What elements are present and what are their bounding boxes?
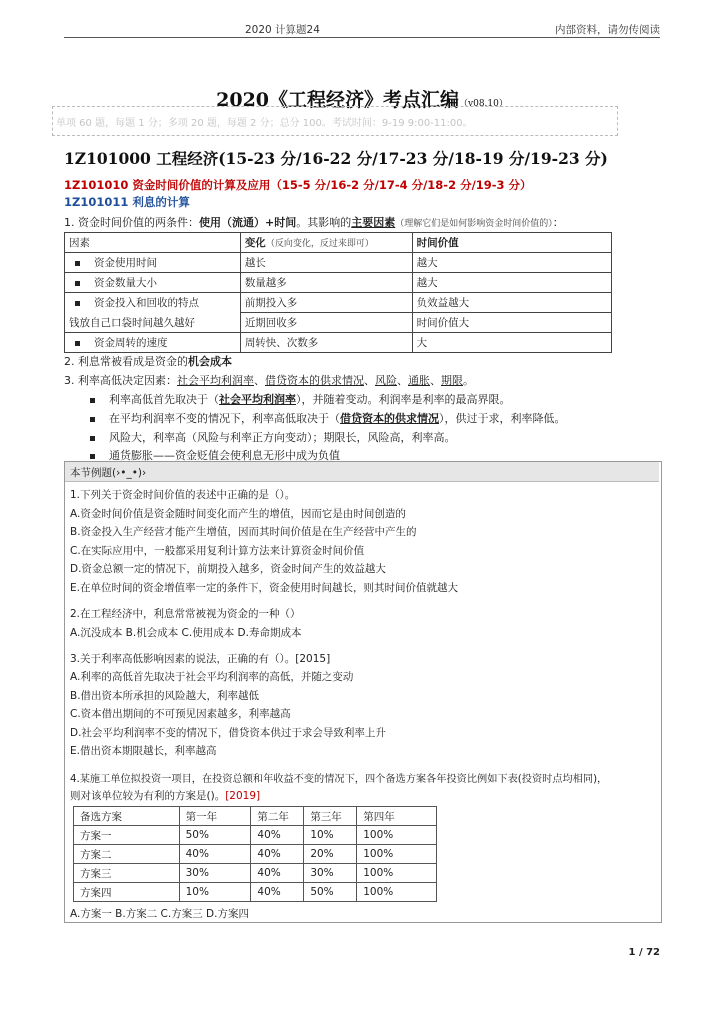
point1-b1: 使用（流通）	[199, 216, 265, 229]
table-row	[65, 293, 612, 313]
point1-b2: 时间	[274, 216, 297, 229]
question-4-stem-1: 4.某施工单位拟投资一项目，在投资总额和年收益不变的情况下，四个备选方案各年投资比例如下表(投资时点均相同)，	[70, 774, 608, 785]
factor-table	[64, 232, 612, 353]
question-3-stem-text: 3.关于利率高低影响因素的说法，正确的有（）。	[70, 653, 296, 665]
point3-sep: 、	[397, 374, 408, 387]
header-divider	[64, 37, 660, 38]
table-cell: 30%	[179, 864, 251, 883]
point1-note: （理解它们是如何影响资金时间价值的）	[395, 219, 553, 229]
point-1	[64, 214, 564, 230]
table-cell: 20%	[304, 845, 357, 864]
point1-colon: ：	[552, 216, 564, 229]
col-header-value	[412, 233, 611, 253]
question-1-option: C.在实际应用中，一般都采用复利计算方法来计算资金时间价值	[70, 545, 365, 557]
col-header-value-label: 时间价值	[416, 237, 459, 249]
value-cell: 负效益越大	[412, 293, 611, 313]
table-cell: 方案三	[74, 864, 180, 883]
examples-heading: 本节例题(›•_•)›	[70, 467, 147, 479]
point3-sep: 、	[430, 374, 441, 387]
table-cell: 30%	[304, 864, 357, 883]
table-cell: 40%	[251, 826, 304, 845]
point3-f1: 社会平均利润率	[177, 374, 254, 387]
bullet-icon	[75, 301, 80, 306]
title-version: （v08.10）	[459, 99, 508, 109]
point3-f4: 通胀	[408, 374, 430, 387]
table-cell: 100%	[357, 845, 437, 864]
table-row	[65, 313, 612, 333]
value-cell: 越大	[412, 253, 611, 273]
table-cell: 50%	[179, 826, 251, 845]
page-number: 1 / 72	[628, 947, 660, 958]
factor-text: 资金投入和回收的特点	[94, 297, 199, 310]
subsection-heading: 1Z101011 利息的计算	[64, 195, 190, 209]
factor-text: 资金周转的速度	[94, 337, 168, 349]
table-cell: 40%	[179, 845, 251, 864]
change-cell: 数量越多	[240, 273, 412, 293]
question-4-options: A.方案一 B.方案二 C.方案三 D.方案四	[70, 908, 249, 920]
col-header-change-label: 变化	[244, 237, 266, 249]
table-cell: 10%	[304, 826, 357, 845]
question-3-option: D.社会平均利润率不变的情况下，借贷资本供过于求会导致利率上升	[70, 727, 386, 739]
point2-text: 2. 利息常被看成是资金的	[64, 355, 188, 368]
bullet-icon	[75, 281, 80, 286]
question-4-year: [2019]	[225, 790, 261, 802]
question-2-stem: 2.在工程经济中，利息常常被视为资金的一种（）	[70, 608, 301, 620]
change-cell: 近期回收多	[240, 313, 412, 333]
title-main: 2020《工程经济》考点汇编	[216, 89, 460, 111]
point-3	[64, 372, 474, 388]
table-cell: 100%	[357, 826, 437, 845]
question-1-option: B.资金投入生产经营才能产生增值，因而其时间价值是在生产经营中产生的	[70, 526, 417, 538]
bullet-item	[90, 410, 566, 426]
table-row	[65, 333, 612, 353]
bullet-text: 通货膨胀——资金贬值会使利息无形中成为负值	[109, 449, 340, 462]
factor-cell	[65, 253, 241, 273]
point3-sep: 、	[254, 374, 265, 387]
point3-lead: 3. 利率高低决定因素：	[64, 374, 177, 387]
point1-b3: 主要因素	[351, 216, 396, 229]
bullet-text: ），并随着变动。利润率是利率的最高界限。	[296, 393, 511, 406]
change-cell: 周转快、次数多	[240, 333, 412, 353]
value-cell: 大	[412, 333, 611, 353]
bullet-icon	[75, 261, 80, 266]
chapter-heading: 1Z101000 工程经济(15-23 分/16-22 分/17-23 分/18-19 分/19-23 分)	[64, 149, 608, 168]
col-header-change-note: （反向变化，反过来即可）	[265, 239, 374, 249]
table-header-row	[74, 807, 437, 826]
factor-cell: 钱放自己口袋时间越久越好	[65, 313, 241, 333]
question-1-option: D.资金总额一定的情况下，前期投入越多，资金时间产生的效益越大	[70, 563, 386, 575]
question-1-option: E.在单位时间的资金增值率一定的条件下，资金使用时间越长，则其时间价值就越大	[70, 582, 458, 594]
point-2	[64, 353, 232, 369]
table-row	[74, 826, 437, 845]
table-cell: 方案四	[74, 883, 180, 902]
point3-f2: 借贷资本的供求情况	[265, 374, 364, 387]
col-header: 第三年	[304, 807, 357, 826]
question-4-stem-2-text: 则对该单位较为有利的方案是()。	[70, 790, 226, 802]
table-cell: 40%	[251, 845, 304, 864]
bullet-item	[90, 391, 511, 407]
value-cell: 越大	[412, 273, 611, 293]
table-header-row	[65, 233, 612, 253]
col-header-factor: 因素	[65, 233, 241, 253]
table-cell: 50%	[304, 883, 357, 902]
col-header: 第一年	[179, 807, 251, 826]
bullet-text: 利率高低首先取决于（	[109, 393, 219, 406]
point3-f3: 风险	[375, 374, 397, 387]
question-3-year: [2015]	[295, 653, 331, 665]
bullet-icon	[90, 398, 95, 403]
table-cell: 40%	[251, 883, 304, 902]
question-1-option: A.资金时间价值是资金随时间变化而产生的增值，因而它是由时间创造的	[70, 508, 406, 520]
col-header: 备选方案	[74, 807, 180, 826]
examples-header	[65, 462, 659, 482]
scheme-table	[73, 806, 437, 902]
question-3-option: C.资本借出期间的不可预见因素越多，利率越高	[70, 708, 291, 720]
point3-f5: 期限	[441, 374, 463, 387]
factor-cell	[65, 293, 241, 313]
bullet-text: 在平均利润率不变的情况下，利率高低取决于（	[109, 412, 340, 425]
factor-text: 资金使用时间	[94, 257, 157, 269]
bullet-text: ），供过于求，利率降低。	[439, 412, 566, 425]
bullet-item	[90, 429, 456, 445]
header-right: 内部资料，请勿传阅读	[555, 24, 660, 36]
point1-mid: 。其影响的	[296, 216, 352, 229]
table-row	[74, 883, 437, 902]
table-row	[65, 253, 612, 273]
point3-end: 。	[463, 374, 474, 387]
question-3-stem	[70, 651, 330, 666]
col-header: 第二年	[251, 807, 304, 826]
question-3-option: E.借出资本期限越长，利率越高	[70, 745, 217, 757]
table-cell: 100%	[357, 883, 437, 902]
change-cell: 前期投入多	[240, 293, 412, 313]
question-4-stem-2	[70, 788, 260, 803]
question-3-option: A.利率的高低首先取决于社会平均利润率的高低，并随之变动	[70, 671, 354, 683]
bullet-emphasis: 社会平均利润率	[219, 393, 296, 406]
bullet-icon	[90, 436, 95, 441]
header-left: 2020 计算题24	[245, 24, 320, 36]
bullet-icon	[75, 341, 80, 346]
section-heading: 1Z101010 资金时间价值的计算及应用（15-5 分/16-2 分/17-4 分/18-2 分/19-3 分）	[64, 178, 532, 192]
factor-cell	[65, 273, 241, 293]
point1-plus: +	[265, 216, 275, 229]
col-header-change	[240, 233, 412, 253]
bullet-text: 风险大，利率高（风险与利率正方向变动）；期限长，风险高，利率高。	[109, 431, 456, 444]
table-row	[74, 864, 437, 883]
question-3-option: B.借出资本所承担的风险越大，利率越低	[70, 690, 260, 702]
bullet-emphasis: 借贷资本的供求情况	[340, 412, 439, 425]
exam-info: 单项 60 题，每题 1 分；多项 20 题，每题 2 分；总分 100。考试时间：9-19 9:00-11:00。	[56, 118, 473, 129]
point1-prefix: 1. 资金时间价值的两条件：	[64, 216, 199, 229]
bullet-icon	[90, 454, 95, 459]
table-row	[65, 273, 612, 293]
table-cell: 方案二	[74, 845, 180, 864]
factor-text: 资金数量大小	[94, 277, 157, 289]
change-cell: 越长	[240, 253, 412, 273]
bullet-icon	[90, 417, 95, 422]
question-2-options: A.沉没成本 B.机会成本 C.使用成本 D.寿命期成本	[70, 627, 302, 639]
factor-cell	[65, 333, 241, 353]
point2-bold: 机会成本	[188, 355, 232, 368]
question-1-stem: 1.下列关于资金时间价值的表述中正确的是（）。	[70, 489, 296, 501]
col-header: 第四年	[357, 807, 437, 826]
table-cell: 方案一	[74, 826, 180, 845]
table-cell: 10%	[179, 883, 251, 902]
point3-sep: 、	[364, 374, 375, 387]
value-cell: 时间价值大	[412, 313, 611, 333]
table-cell: 40%	[251, 864, 304, 883]
table-row	[74, 845, 437, 864]
table-cell: 100%	[357, 864, 437, 883]
